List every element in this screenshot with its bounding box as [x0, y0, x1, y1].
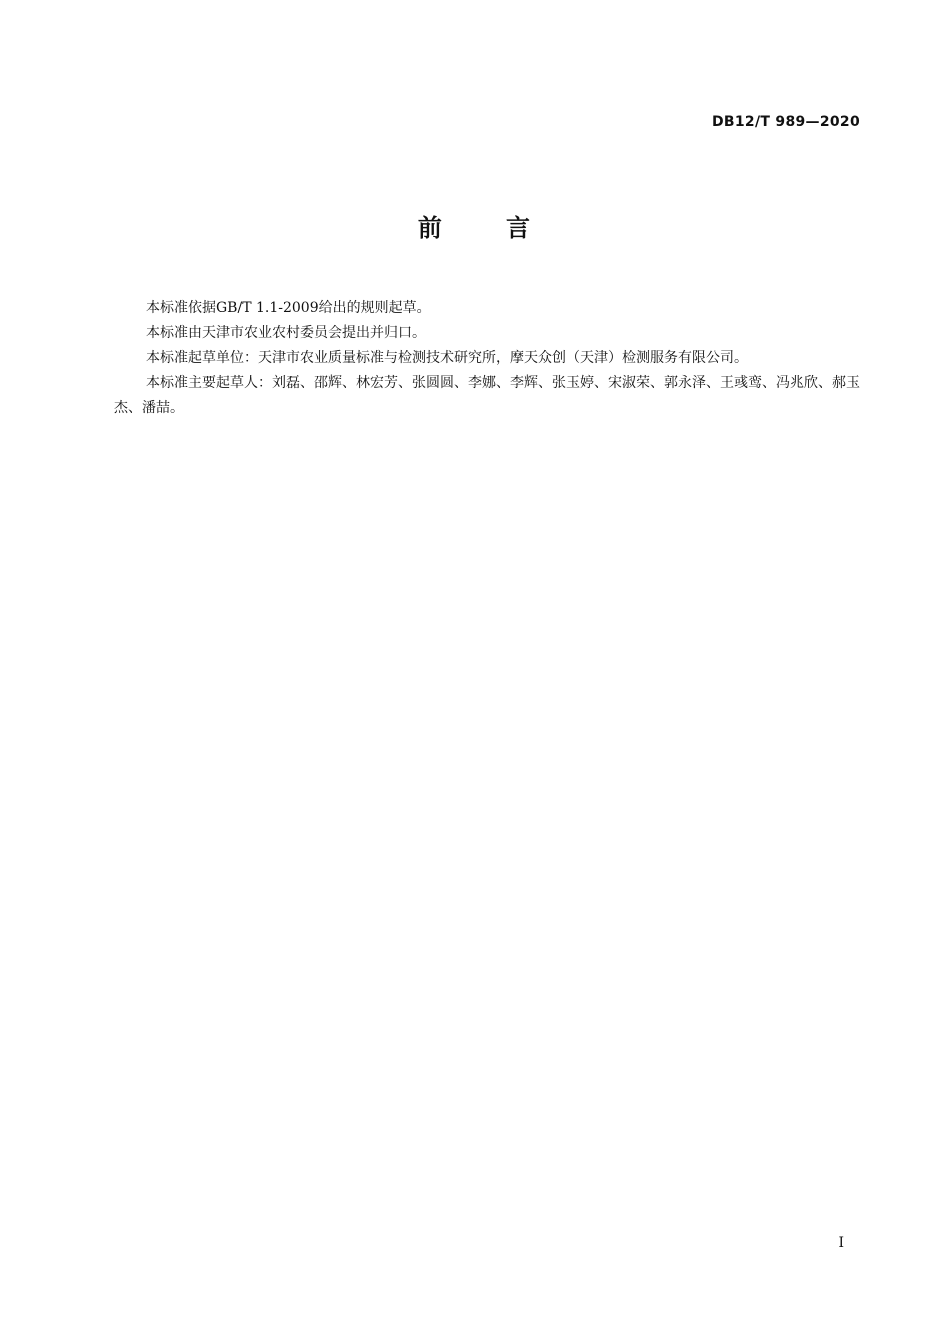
preface-body	[114, 296, 860, 421]
document-code: DB12/T 989—2020	[712, 114, 860, 130]
paragraph-proposer: 本标准由天津市农业农村委员会提出并归口。	[146, 325, 426, 341]
paragraph-drafting-rules: 本标准依据GB/T 1.1-2009给出的规则起草。	[146, 300, 431, 316]
page-title: 前 言	[417, 214, 533, 242]
page-number: I	[838, 1235, 844, 1251]
paragraph-drafters: 本标准主要起草人：刘磊、邵辉、林宏芳、张圆圆、李娜、李辉、张玉婷、宋淑荣、郭永泽、王彧鸾、冯兆欣、郝玉杰、潘喆。	[114, 375, 860, 416]
paragraph-drafting-units: 本标准起草单位：天津市农业质量标准与检测技术研究所，摩天众创（天津）检测服务有限公司。	[146, 350, 748, 366]
